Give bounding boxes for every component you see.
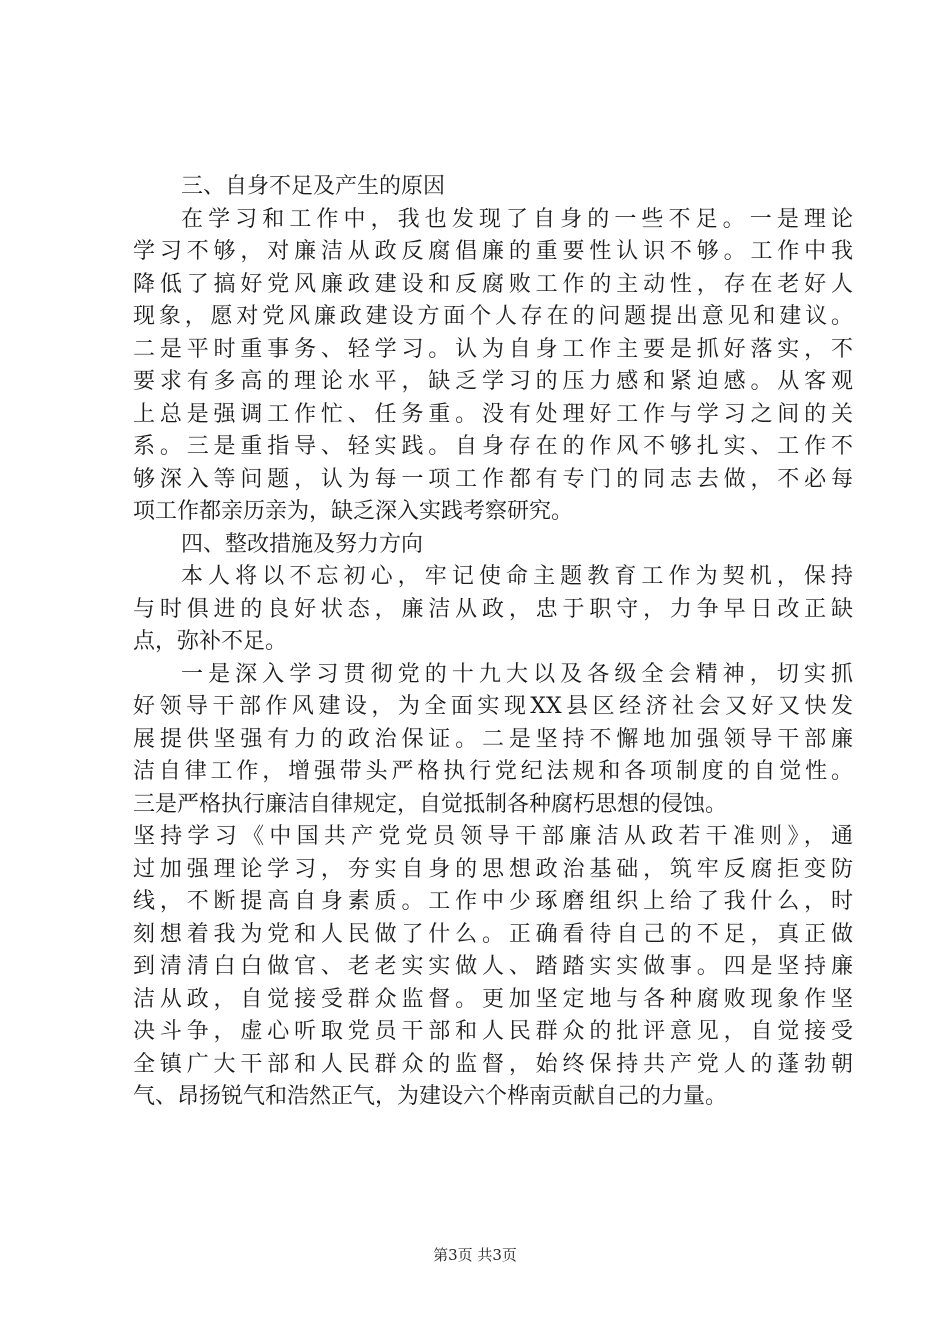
paragraph-line: 过加强理论学习，夯实自身的思想政治基础，筑牢反腐拒变防	[133, 856, 853, 882]
paragraph-line: 线，不断提高自身素质。工作中少琢磨组织上给了我什么，时	[133, 889, 853, 914]
section-heading-3: 三、自身不足及产生的原因	[181, 174, 446, 199]
paragraph-line: 三是严格执行廉洁自律规定，自觉抵制各种腐朽思想的侵蚀。	[133, 791, 728, 817]
paragraph-line: 与时俱进的良好状态，廉洁从政，忠于职守，力争早日改正缺	[133, 596, 853, 622]
paragraph-line: 学习不够，对廉洁从政反腐倡廉的重要性认识不够。工作中我	[133, 239, 853, 264]
page-footer	[0, 1244, 950, 1265]
paragraph-line: 系。三是重指导、轻实践。自身存在的作风不够扎实、工作不	[133, 434, 853, 459]
paragraph-line: 点，弥补不足。	[133, 629, 288, 654]
paragraph-line: 洁从政，自觉接受群众监督。更加坚定地与各种腐败现象作坚	[133, 986, 853, 1012]
paragraph-line: 刻想着我为党和人民做了什么。正确看待自己的不足，真正做	[133, 921, 853, 947]
paragraph-line: 在学习和工作中，我也发现了自身的一些不足。一是理论	[181, 206, 853, 232]
paragraph-line: 气、昂扬锐气和浩然正气，为建设六个桦南贡献自己的力量。	[133, 1084, 728, 1109]
paragraph-line: 坚持学习《中国共产党党员领导干部廉洁从政若干准则》，通	[133, 824, 853, 849]
paragraph-line: 现象，愿对党风廉政建设方面个人存在的问题提出意见和建议。	[133, 304, 853, 329]
paragraph-line: 降低了搞好党风廉政建设和反腐败工作的主动性，存在老好人	[133, 271, 853, 297]
section-heading-4: 四、整改措施及努力方向	[181, 531, 424, 557]
paragraph-line: 洁自律工作，增强带头严格执行党纪法规和各项制度的自觉性。	[133, 759, 853, 784]
paragraph-line: 到清清白白做官、老老实实做人、踏踏实实做事。四是坚持廉	[133, 954, 853, 979]
paragraph-line: 本人将以不忘初心，牢记使命主题教育工作为契机，保持	[181, 564, 853, 589]
paragraph-line: 要求有多高的理论水平，缺乏学习的压力感和紧迫感。从客观	[133, 369, 853, 394]
page-number-label: 第3页 共3页	[433, 1246, 517, 1264]
paragraph-line: 展提供坚强有力的政治保证。二是坚持不懈地加强领导干部廉	[133, 726, 853, 752]
paragraph-line: 够深入等问题，认为每一项工作都有专门的同志去做，不必每	[133, 466, 853, 492]
paragraph-line: 上总是强调工作忙、任务重。没有处理好工作与学习之间的关	[133, 401, 853, 427]
document-body	[133, 171, 853, 1114]
paragraph-line: 决斗争，虚心听取党员干部和人民群众的批评意见，自觉接受	[133, 1019, 853, 1044]
paragraph-line: 全镇广大干部和人民群众的监督，始终保持共产党人的蓬勃朝	[133, 1051, 853, 1077]
paragraph-line: 一是深入学习贯彻党的十九大以及各级全会精神，切实抓	[181, 661, 853, 687]
paragraph-line: 项工作都亲历亲为，缺乏深入实践考察研究。	[133, 499, 574, 524]
paragraph-line: 二是平时重事务、轻学习。认为自身工作主要是抓好落实，不	[133, 336, 853, 362]
paragraph-line: 好领导干部作风建设，为全面实现XX县区经济社会又好又快发	[133, 694, 853, 719]
